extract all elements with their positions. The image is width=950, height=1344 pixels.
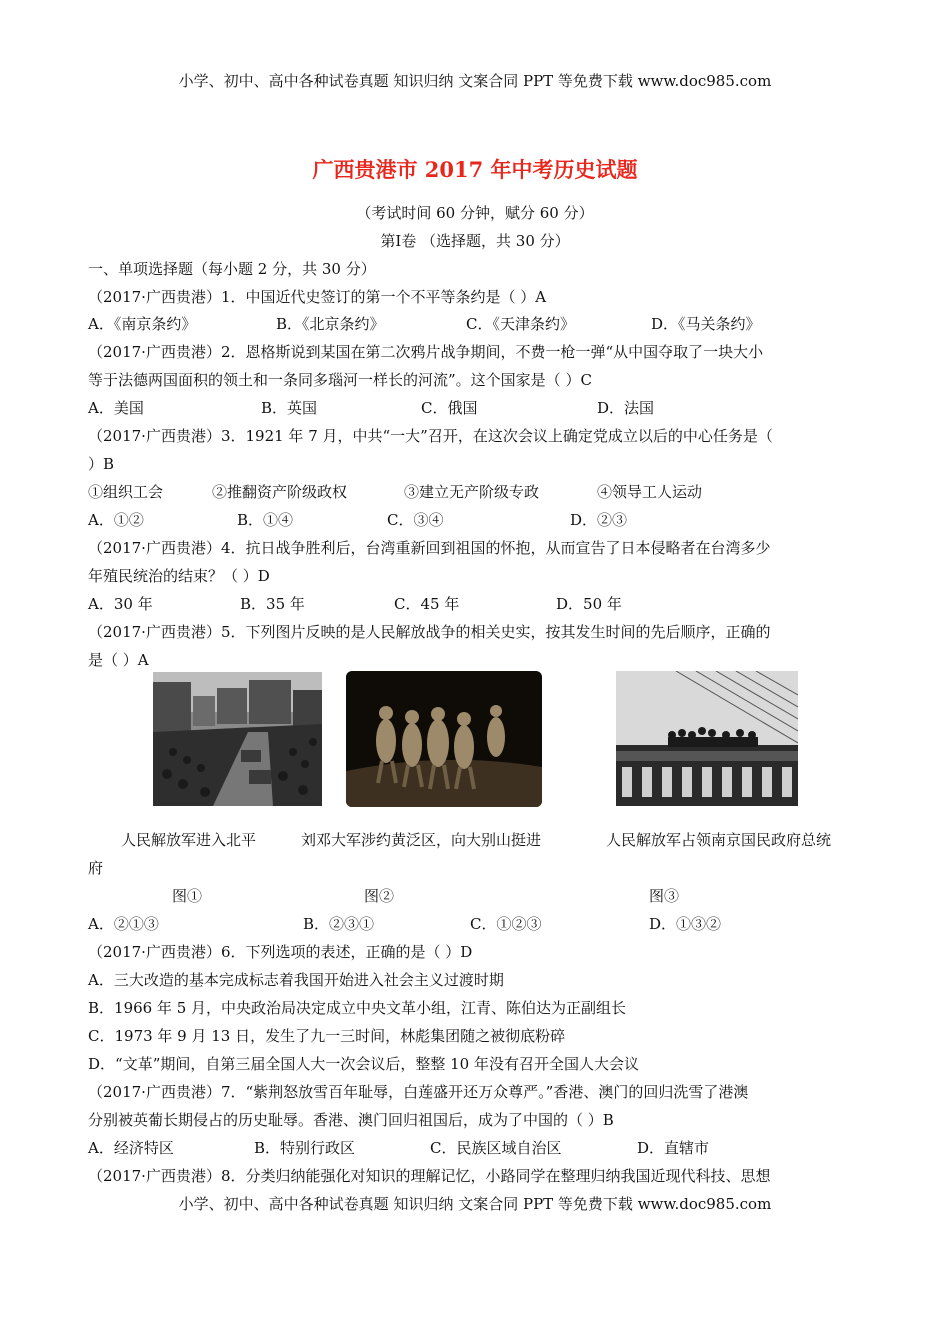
q5-figure-label-3: 图③ [649,887,680,905]
question-6-stem: （2017·广西贵港）6．下列选项的表述，正确的是（ ）D [88,943,473,961]
exam-info: （考试时间 60 分钟，赋分 60 分） [356,204,594,222]
q5-figure-label-1: 图① [172,887,203,905]
question-4-stem-line2: 年殖民统治的结束？（ ）D [88,567,270,585]
q5-caption-2: 刘邓大军涉约黄泛区，向大别山挺进 [301,831,542,849]
q3-option-d: D．②③ [570,511,628,529]
photo-liu-deng-army-march [346,671,542,807]
photo-pla-enters-beiping [153,672,322,806]
q6-option-b: B．1966 年 5 月，中央政治局决定成立中央文革小组，江青、陈伯达为正副组长 [88,999,627,1017]
question-5-stem-line1: （2017·广西贵港）5．下列图片反映的是人民解放战争的相关史实，按其发生时间的先后顺序，正确的 [88,623,771,641]
question-1-stem: （2017·广西贵港）1．中国近代史签订的第一个不平等条约是（ ）A [88,288,547,306]
q3-option-c: C．③④ [387,511,444,529]
q7-option-b: B．特别行政区 [254,1139,356,1157]
page-title: 广西贵港市 2017 年中考历史试题 [312,157,638,182]
q6-option-a: A．三大改造的基本完成标志着我国开始进入社会主义过渡时期 [88,971,504,989]
part-heading: 第Ⅰ卷 （选择题，共 30 分） [380,232,570,250]
q3-item-4: ④领导工人运动 [597,483,703,501]
question-4-stem-line1: （2017·广西贵港）4．抗日战争胜利后，台湾重新回到祖国的怀抱，从而宣告了日本侵略者在台湾多少 [88,539,771,557]
q4-option-a: A．30 年 [88,595,153,613]
q4-option-b: B．35 年 [240,595,305,613]
page-footer: 小学、初中、高中各种试卷真题 知识归纳 文案合同 PPT 等免费下载 www.doc985.com [178,1195,772,1213]
question-2-stem-line2: 等于法德两国面积的领土和一条同多瑙河一样长的河流”。这个国家是（ ）C [88,371,592,389]
q5-figure-label-2: 图② [364,887,395,905]
question-3-stem-line2: ）B [88,455,115,473]
q4-option-c: C．45 年 [394,595,460,613]
question-5-stem-line2: 是（ ）A [88,651,149,669]
q6-option-d: D．“文革”期间，自第三届全国人大一次会议后，整整 10 年没有召开全国人大会议 [88,1055,639,1073]
q3-item-3: ③建立无产阶级专政 [404,483,540,501]
question-7-stem-line2: 分别被英葡长期侵占的历史耻辱。香港、澳门回归祖国后，成为了中国的（ ）B [88,1111,614,1129]
question-2-stem-line1: （2017·广西贵港）2．恩格斯说到某国在第二次鸦片战争期间，不费一枪一弹“从中国夺取了一块大小 [88,343,764,361]
question-3-stem-line1: （2017·广西贵港）3．1921 年 7 月，中共“一大”召开，在这次会议上确定党成立以后的中心任务是（ [88,427,773,445]
question-8-stem: （2017·广西贵港）8．分类归纳能强化对知识的理解记忆，小路同学在整理归纳我国近现代科技、思想 [88,1167,771,1185]
page-header: 小学、初中、高中各种试卷真题 知识归纳 文案合同 PPT 等免费下载 www.doc985.com [178,72,772,90]
q2-option-b: B．英国 [261,399,318,417]
q3-item-2: ②推翻资产阶级政权 [212,483,348,501]
q2-option-d: D．法国 [597,399,655,417]
q5-caption-3: 人民解放军占领南京国民政府总统 [606,831,832,849]
question-7-stem-line1: （2017·广西贵港）7．“紫荆怒放雪百年耻辱，白莲盛开还万众尊严。”香港、澳门的回归洗雪了港澳 [88,1083,749,1101]
q1-option-d: D．《马关条约》 [651,315,761,333]
q4-option-d: D．50 年 [556,595,622,613]
q2-option-c: C．俄国 [421,399,478,417]
q3-option-b: B．①④ [237,511,294,529]
q2-option-a: A．美国 [88,399,144,417]
q7-option-d: D．直辖市 [637,1139,710,1157]
q7-option-c: C．民族区域自治区 [430,1139,562,1157]
q7-option-a: A．经济特区 [88,1139,174,1157]
q5-option-d: D．①③② [649,915,722,933]
q5-caption-3-wrap: 府 [88,859,104,877]
q5-option-a: A．②①③ [88,915,159,933]
q5-option-c: C．①②③ [470,915,542,933]
section-heading: 一、单项选择题（每小题 2 分，共 30 分） [88,260,376,278]
q1-option-c: C．《天津条约》 [466,315,575,333]
q1-option-a: A．《南京条约》 [88,315,197,333]
photo-nanjing-presidential-palace [616,671,798,806]
q5-caption-1: 人民解放军进入北平 [121,831,257,849]
q5-option-b: B．②③① [303,915,375,933]
q6-option-c: C．1973 年 9 月 13 日，发生了九一三时间，林彪集团随之被彻底粉碎 [88,1027,566,1045]
q3-option-a: A．①② [88,511,144,529]
q1-option-b: B．《北京条约》 [276,315,385,333]
q3-item-1: ①组织工会 [88,483,164,501]
